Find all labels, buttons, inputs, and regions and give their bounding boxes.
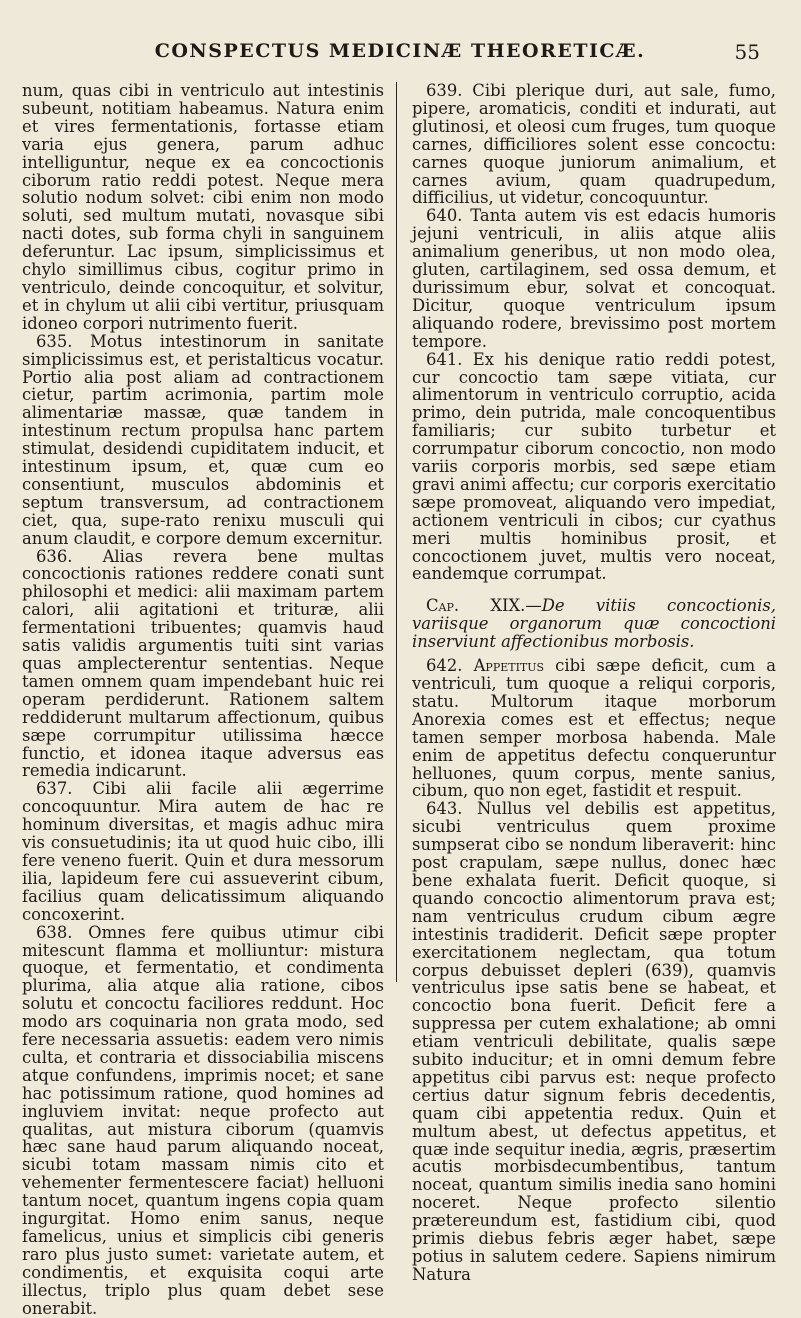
running-title: CONSPECTUS MEDICINÆ THEORETICÆ. <box>154 40 646 62</box>
paragraph-642-lead: Appetitus <box>473 656 545 676</box>
paragraph-642 <box>412 657 776 800</box>
left-column <box>22 82 384 1318</box>
paragraph-640: 640. Tanta autem vis est edacis humoris jejuni ventriculi, in aliis atque aliis animalium generibus, ut non modo olea, gluten, cartilaginem, sed ossa demum, et durissimum ebur, solvat et concoquat. Dicitur, quoque ventriculum ipsum aliquando rodere, brevissimo post mortem tempore. <box>412 206 776 351</box>
column-divider <box>396 82 397 982</box>
paragraph-637: 637. Cibi alii facile alii ægerrime concoquuntur. Mira autem de hac re hominum diversitas, et magis adhuc mira vis consuetudinis; ita ut quod huic cibo, illi fere veneno fuerit. Quin et dura messorum ilia, lapideum fere cui assueverint cibum, facilius quam delicatissimum aliquando concoxerint. <box>22 779 384 924</box>
chapter-heading <box>412 597 776 651</box>
chapter-title: —De vitiis concoctionis, variisque organorum quæ concoctioni inserviunt affectionibus morbosis. <box>412 596 776 652</box>
page-number: 55 <box>734 40 760 64</box>
paragraph-642-number: 642. <box>426 656 463 676</box>
paragraph-639: 639. Cibi plerique duri, aut sale, fumo, pipere, aromaticis, conditi et indurati, aut glutinosi, et oleosi cum fruges, tum quoque carnes, difficiliores solent esse concoctu: carnes quoque juniorum animalium, et carnes avium, quam quadrupedum, difficilius, ut videtur, concoquuntur. <box>412 81 776 208</box>
paragraph-638: 638. Omnes fere quibus utimur cibi mitescunt flamma et molliuntur: mistura quoque, et fermentatio, et condimenta plurima, alia atque alia ratione, cibos solutu et concoctu faciliores reddunt. Hoc modo ars coquinaria non grata modo, sed fere necessaria assuetis: eadem vero nimis culta, et contraria et dissociabilia miscens atque confundens, imprimis nocet; et sane hac potissimum ratione, quod homines ad ingluviem invitat: neque profecto aut qualitas, aut mistura ciborum (quamvis hæc sane haud parum aliquando noceat, sicubi totam massam nimis cito et vehementer fermentescere faciat) helluoni tantum nocet, quantum ingens copia quam ingurgitat. Homo enim sanus, neque famelicus, unius et simplicis cibi generis raro plus justo sumet: varietate autem, et condimentis, et exquisita coqui arte illectus, triplo plus quam debet sese onerabit. <box>22 922 384 1318</box>
paragraph-636: 636. Alias revera bene multas concoctionis rationes reddere conati sunt philosophi et medici: alii maximam partem calori, alii agitationi et trituræ, alii fermentationi tribuentes; quamvis haud satis validis argumentis tuiti sint varias quas amplecterentur sententias. Neque tamen omnem quam impendebant huic rei operam perdiderunt. Rationem saltem reddiderunt multarum affectionum, quibus sæpe corrumpitur utilissima hæcce functio, et idonea itaque adversus eas remedia indicarunt. <box>22 546 384 781</box>
paragraph-643: 643. Nullus vel debilis est appetitus, sicubi ventriculus quem proxime sumpserat cibo se nondum liberaverit: hinc post crapulam, sæpe nullus, donec hæc bene exhalata fuerit. Deficit quoque, si quando concoctio alimentorum prava est; nam ventriculus crudum cibum ægre intestinis tradiderit. Deficit sæpe propter exercitationem neglectam, qua totum corpus debuisset depleri (639), quamvis ventriculus ipse satis bene se habeat, et concoctio bona fuerit. Deficit fere a suppressa per cutem exhalatione; ab omni etiam ventriculi debilitate, qualis sæpe subito inducitur; et in omni demum febre appetitus cibi parvus est: neque profecto certius datur signum febris decedentis, quam cibi appetentia redux. Quin et multum abest, ut defectus appetitus, et quæ inde sequitur inedia, ægris, præsertim acutis morbisdecumbentibus, tantum noceat, quantum similis inedia sano homini noceret. Neque profecto silentio prætereundum est, fastidium cibi, quod primis diebus febris æger habet, sæpe potius in salutem cedere. Sapiens nimirum Natura <box>412 799 776 1284</box>
paragraph-642-text: cibi sæpe deficit, cum a ventriculi, tum quoque a reliqui corporis, statu. Multorum itaque morborum Anorexia comes est et effectus; neque tamen semper morbosa habenda. Male enim de appetitus defectu conqueruntur helluones, quum corpus, mente sanius, cibum, quo non eget, fastidit et respuit. <box>412 656 776 801</box>
paragraph-641: 641. Ex his denique ratio reddi potest, cur concoctio tam sæpe vitiata, cur alimentorum in ventriculo corruptio, acida primo, dein putrida, male concoquentibus familiaris; cur subito turbetur et corrumpatur ciborum concoctio, non modo variis corporis morbis, sed sæpe etiam gravi animi affectu; cur corporis exercitatio sæpe promoveat, aliquando vero impediat, actionem ventriculi in cibos; cur cyathus meri multis hominibus prosit, et concoctionem juvet, multis vero noceat, eandemque corrumpat. <box>412 349 776 584</box>
chapter-label: Cap. XIX. <box>426 596 526 616</box>
right-column <box>412 82 776 1284</box>
paragraph-635: 635. Motus intestinorum in sanitate simplicissimus est, et peristalticus vocatur. Portio alia post aliam ad contractionem cietur, partim acrimonia, partim mole alimentariæ massæ, quæ tandem in intestinum rectum propulsa hanc partem stimulat, desidendi cupiditatem inducit, et intestinum ipsum, et, quæ cum eo consentiunt, musculos abdominis et septum transversum, ad contractionem ciet, qua, supe-rato renixu musculi qui anum claudit, e corpore demum excernitur. <box>22 331 384 548</box>
paragraph-continued: num, quas cibi in ventriculo aut intestinis subeunt, notitiam habeamus. Natura enim et vires fermentationis, fortasse etiam varia ejus genera, parum adhuc intelliguntur, neque ex ea concoctionis ciborum ratio reddi potest. Neque mera solutio nodum solvet: cibi enim non modo soluti, sed multum mutati, novasque sibi nacti dotes, sub forma chyli in sanguinem deferuntur. Lac ipsum, simplicissimus et chylo simillimus cibus, cogitur primo in ventriculo, deinde concoquitur, et solvitur, et in chylum ut alii cibi vertitur, priusquam idoneo corpori nutrimento fuerit. <box>22 81 384 333</box>
page-header <box>30 40 770 68</box>
